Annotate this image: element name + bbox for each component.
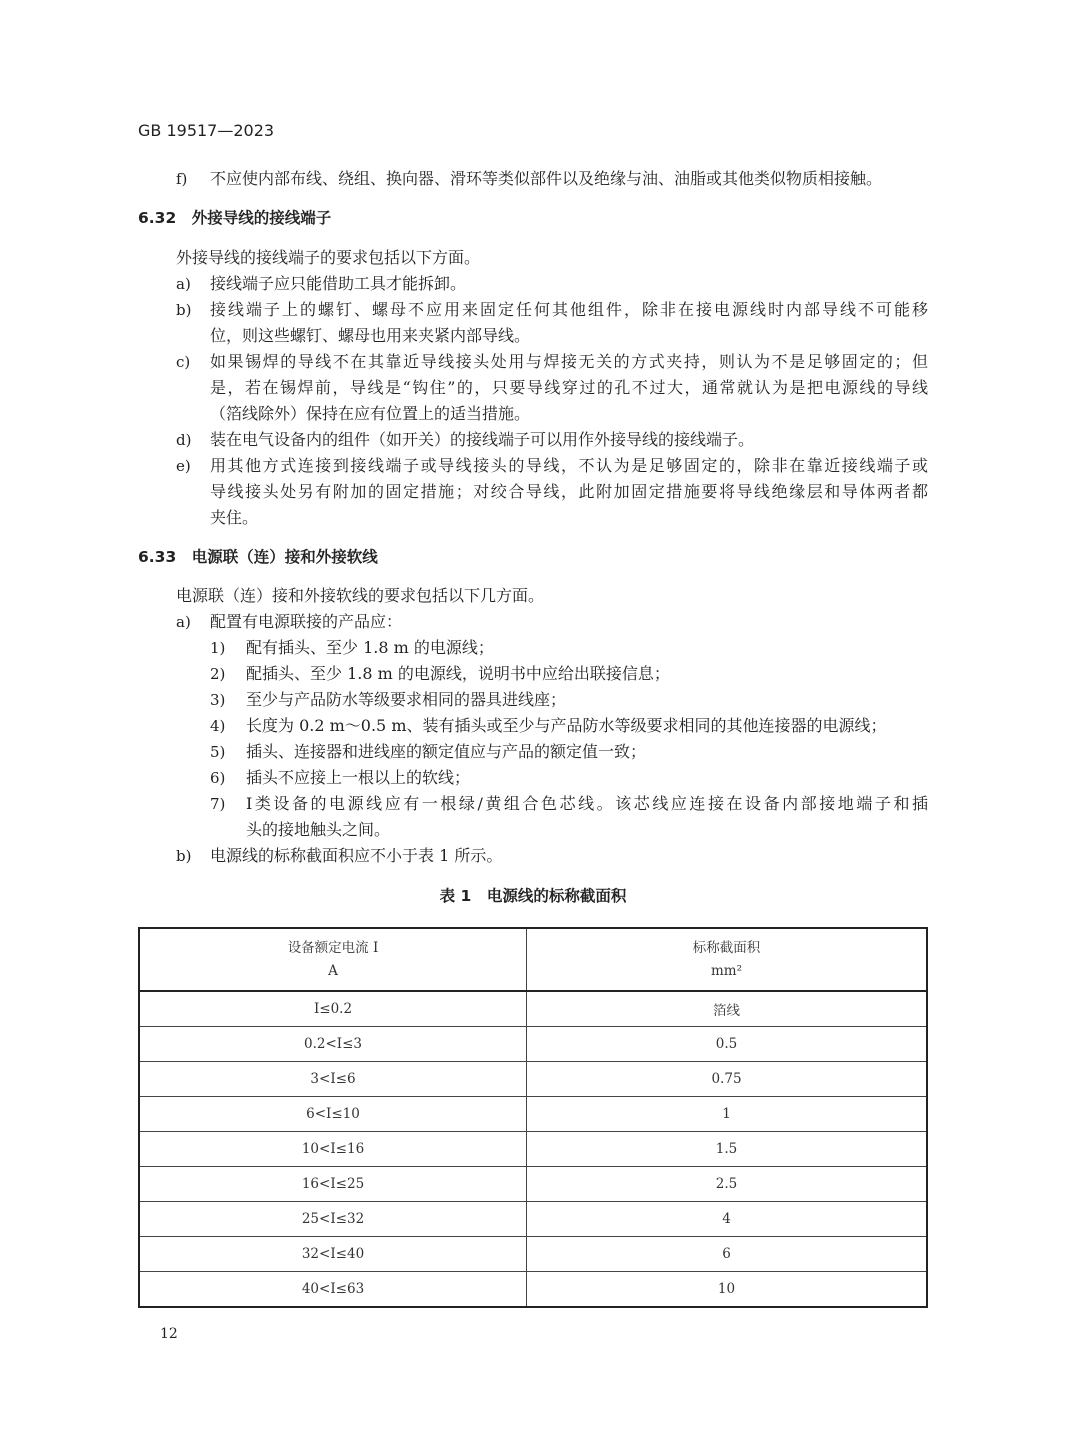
column-name: 设备额定电流 I bbox=[287, 939, 379, 956]
table-row bbox=[139, 991, 927, 1027]
cross-section-cell: 箔线 bbox=[527, 991, 928, 1027]
current-range-cell: 25<I≤32 bbox=[139, 1202, 527, 1237]
subitem-text-line: 配有插头、至少 1.8 m 的电源线； bbox=[246, 638, 494, 657]
cross-section-cell: 4 bbox=[527, 1202, 928, 1237]
page-number: 12 bbox=[160, 1326, 178, 1342]
cross-section-cell: 0.75 bbox=[527, 1062, 928, 1097]
cross-section-table bbox=[138, 927, 928, 1308]
subitem-label: 6) bbox=[210, 769, 226, 787]
table-row bbox=[139, 1027, 927, 1062]
table-row bbox=[139, 1237, 927, 1272]
item-text-line: 装在电气设备内的组件（如开关）的接线端子可以用作外接导线的接线端子。 bbox=[210, 430, 755, 449]
column-header-cross-section bbox=[527, 928, 928, 991]
cross-section-cell: 1.5 bbox=[527, 1132, 928, 1167]
subitem-label: 7) bbox=[210, 795, 226, 813]
current-range-cell: 32<I≤40 bbox=[139, 1237, 527, 1272]
subitem-label: 3) bbox=[210, 691, 226, 709]
item-text-line: 导线接头处另有附加的固定措施；对绞合导线，此附加固定措施要将导线绝缘层和导体两者都 bbox=[210, 482, 928, 501]
column-unit: A bbox=[328, 962, 338, 979]
cross-section-cell: 6 bbox=[527, 1237, 928, 1272]
subitem-label: 1) bbox=[210, 639, 226, 657]
item-text-line: 接线端子上的螺钉、螺母不应用来固定任何其他组件，除非在接电源线时内部导线不可能移 bbox=[210, 300, 928, 319]
current-range-cell: 0.2<I≤3 bbox=[139, 1027, 527, 1062]
table-row bbox=[139, 1167, 927, 1202]
item-text: 不应使内部布线、绕组、换向器、滑环等类似部件以及绝缘与油、油脂或其他类似物质相接触。 bbox=[210, 169, 883, 188]
item-text-line: 是，若在锡焊前，导线是“钩住”的，只要导线穿过的孔不过大，通常就认为是把电源线的导线 bbox=[210, 378, 928, 397]
section-heading-6-32: 6.32 外接导线的接线端子 bbox=[138, 209, 332, 227]
item-text-line: 接线端子应只能借助工具才能拆卸。 bbox=[210, 274, 467, 293]
current-range-cell: 6<I≤10 bbox=[139, 1097, 527, 1132]
item-label: a) bbox=[176, 275, 191, 293]
section-intro: 电源联（连）接和外接软线的要求包括以下几方面。 bbox=[176, 586, 545, 605]
item-label: f) bbox=[176, 170, 188, 188]
cross-section-cell: 0.5 bbox=[527, 1027, 928, 1062]
current-range-cell: 10<I≤16 bbox=[139, 1132, 527, 1167]
subitem-text-line: 头的接地触头之间。 bbox=[246, 820, 391, 839]
item-label: e) bbox=[176, 457, 191, 475]
item-text-line: 夹住。 bbox=[210, 508, 259, 527]
section-intro: 外接导线的接线端子的要求包括以下方面。 bbox=[176, 248, 481, 267]
item-text-line: （箔线除外）保持在应有位置上的适当措施。 bbox=[210, 404, 531, 423]
table-row bbox=[139, 1097, 927, 1132]
subitem-text-line: 长度为 0.2 m～0.5 m、装有插头或至少与产品防水等级要求相同的其他连接器的电源线； bbox=[246, 716, 887, 735]
table-row bbox=[139, 1202, 927, 1237]
item-label: a) bbox=[176, 613, 191, 631]
cross-section-cell: 2.5 bbox=[527, 1167, 928, 1202]
item-text: 配置有电源联接的产品应： bbox=[210, 612, 403, 631]
table-row bbox=[139, 1272, 927, 1308]
current-range-cell: 40<I≤63 bbox=[139, 1272, 527, 1308]
cross-section-cell: 1 bbox=[527, 1097, 928, 1132]
subitem-label: 5) bbox=[210, 743, 226, 761]
section-heading-6-33: 6.33 电源联（连）接和外接软线 bbox=[138, 548, 378, 566]
subitem-label: 4) bbox=[210, 717, 226, 735]
item-text-line: 如果锡焊的导线不在其靠近导线接头处用与焊接无关的方式夹持，则认为不是足够固定的；但 bbox=[210, 352, 928, 371]
current-range-cell: I≤0.2 bbox=[139, 991, 527, 1027]
subitem-text-line: 插头、连接器和进线座的额定值应与产品的额定值一致； bbox=[246, 742, 647, 761]
item-label: b) bbox=[176, 301, 192, 319]
table-row bbox=[139, 1132, 927, 1167]
subitem-text-line: 至少与产品防水等级要求相同的器具进线座； bbox=[246, 690, 567, 709]
item-label: c) bbox=[176, 353, 191, 371]
item-text-line: 位，则这些螺钉、螺母也用来夹紧内部导线。 bbox=[210, 326, 531, 345]
column-name: 标称截面积 bbox=[692, 939, 761, 956]
current-range-cell: 3<I≤6 bbox=[139, 1062, 527, 1097]
document-id: GB 19517—2023 bbox=[138, 121, 275, 140]
column-header-current bbox=[139, 928, 527, 991]
table-caption: 表 1 电源线的标称截面积 bbox=[439, 887, 627, 905]
subitem-label: 2) bbox=[210, 665, 226, 683]
cross-section-cell: 10 bbox=[527, 1272, 928, 1308]
subitem-text-line: Ⅰ类设备的电源线应有一根绿/黄组合色芯线。该芯线应连接在设备内部接地端子和插 bbox=[246, 794, 928, 813]
subitem-text-line: 配插头、至少 1.8 m 的电源线，说明书中应给出联接信息； bbox=[246, 664, 670, 683]
item-label: b) bbox=[176, 847, 192, 865]
item-text: 电源线的标称截面积应不小于表 1 所示。 bbox=[210, 846, 503, 865]
current-range-cell: 16<I≤25 bbox=[139, 1167, 527, 1202]
subitem-text-line: 插头不应接上一根以上的软线； bbox=[246, 768, 471, 787]
column-unit: mm² bbox=[710, 962, 742, 979]
table-row bbox=[139, 1062, 927, 1097]
item-label: d) bbox=[176, 431, 192, 449]
item-text-line: 用其他方式连接到接线端子或导线接头的导线，不认为是足够固定的，除非在靠近接线端子或 bbox=[210, 456, 928, 475]
